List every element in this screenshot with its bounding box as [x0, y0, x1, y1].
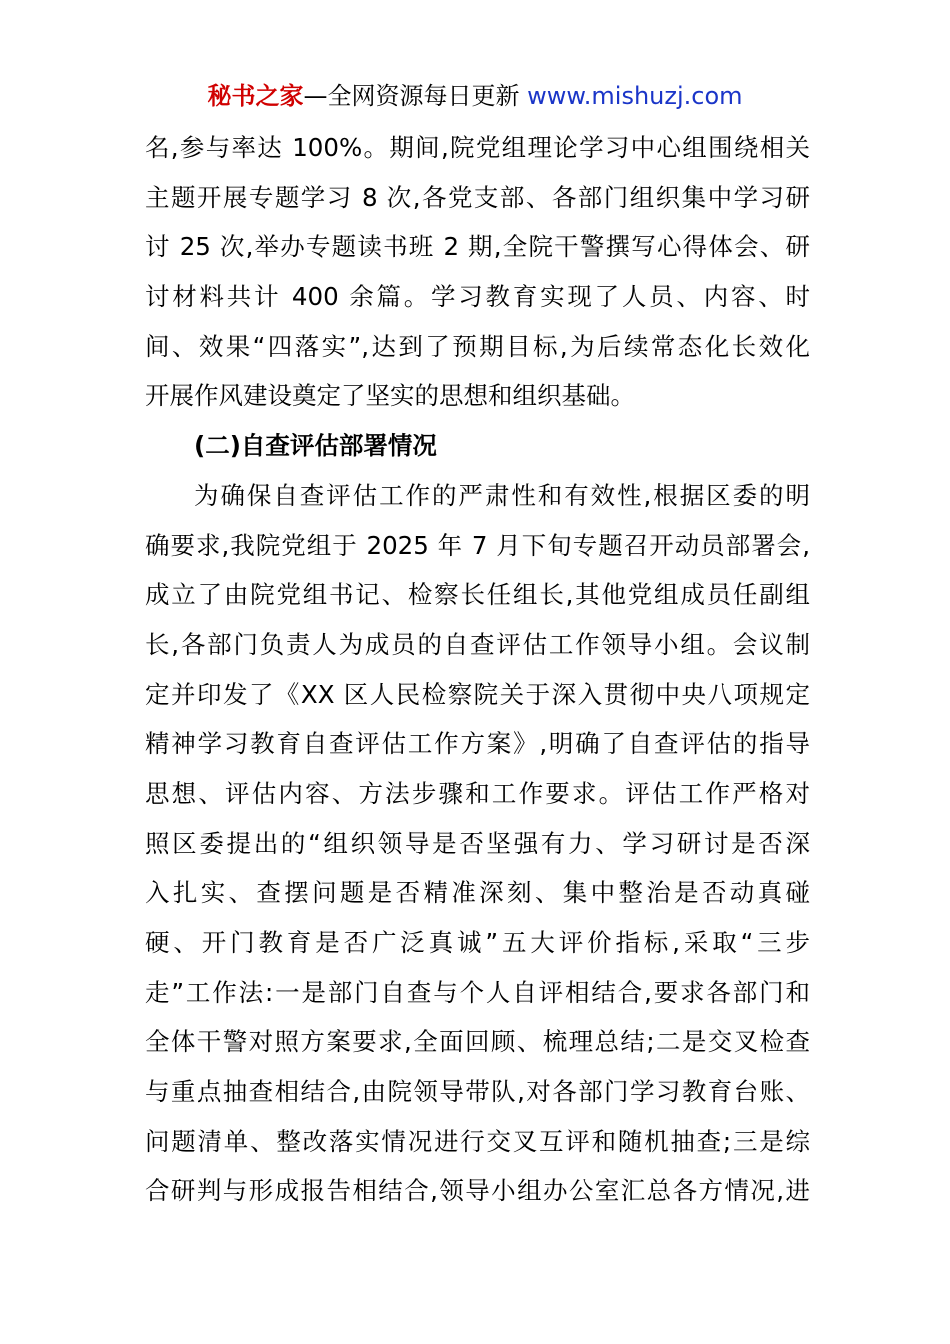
text-line: 走”工作法:一是部门自查与个人自评相结合,要求各部门和 [145, 977, 810, 1007]
text-line: 开展作风建设奠定了坚实的思想和组织基础。 [145, 381, 635, 411]
site-url-link[interactable]: www.mishuzj.com [527, 82, 743, 110]
text-line: 问题清单、整改落实情况进行交叉互评和随机抽查;三是综 [145, 1126, 810, 1156]
text-line: 与重点抽查相结合,由院领导带队,对各部门学习教育台账、 [145, 1077, 810, 1107]
text-line: 长,各部门负责人为成员的自查评估工作领导小组。会议制 [145, 629, 810, 659]
section-1-paragraph [145, 123, 810, 421]
text-line: 照区委提出的“组织领导是否坚强有力、学习研讨是否深 [145, 828, 810, 858]
section-heading: (二)自查评估部署情况 [194, 431, 437, 461]
text-line: 全体干警对照方案要求,全面回顾、梳理总结;二是交叉检查 [145, 1027, 810, 1057]
text-line: 名,参与率达 100%。期间,院党组理论学习中心组围绕相关 [145, 133, 810, 162]
brand-name: 秘书之家 [207, 82, 304, 110]
text-line: 间、效果“四落实”,达到了预期目标,为后续常态化长效化 [145, 331, 810, 361]
text-line: 定并印发了《XX 区人民检察院关于深入贯彻中央八项规定 [145, 679, 810, 709]
text-line: 讨材料共计 400 余篇。学习教育实现了人员、内容、时 [145, 282, 810, 312]
text-line: 入扎实、查摆问题是否精准深刻、集中整治是否动真碰 [145, 878, 810, 908]
text-line: 讨 25 次,举办专题读书班 2 期,全院干警撰写心得体会、研 [145, 232, 810, 262]
text-line: 成立了由院党组书记、检察长任组长,其他党组成员任副组 [145, 580, 810, 610]
header-tagline: —全网资源每日更新 [303, 82, 528, 110]
section-2-paragraph [145, 471, 810, 1216]
document-body [145, 123, 810, 1216]
text-line: 为确保自查评估工作的严肃性和有效性,根据区委的明 [194, 480, 810, 510]
text-line: 确要求,我院党组于 2025 年 7 月下旬专题召开动员部署会, [145, 530, 810, 560]
page-header [0, 80, 950, 112]
text-line: 主题开展专题学习 8 次,各党支部、各部门组织集中学习研 [145, 182, 810, 212]
text-line: 思想、评估内容、方法步骤和工作要求。评估工作严格对 [145, 778, 810, 808]
text-line: 合研判与形成报告相结合,领导小组办公室汇总各方情况,进 [145, 1176, 810, 1206]
text-line: 硬、开门教育是否广泛真诚”五大评价指标,采取“三步 [145, 928, 810, 957]
text-line: 精神学习教育自查评估工作方案》,明确了自查评估的指导 [145, 729, 810, 759]
